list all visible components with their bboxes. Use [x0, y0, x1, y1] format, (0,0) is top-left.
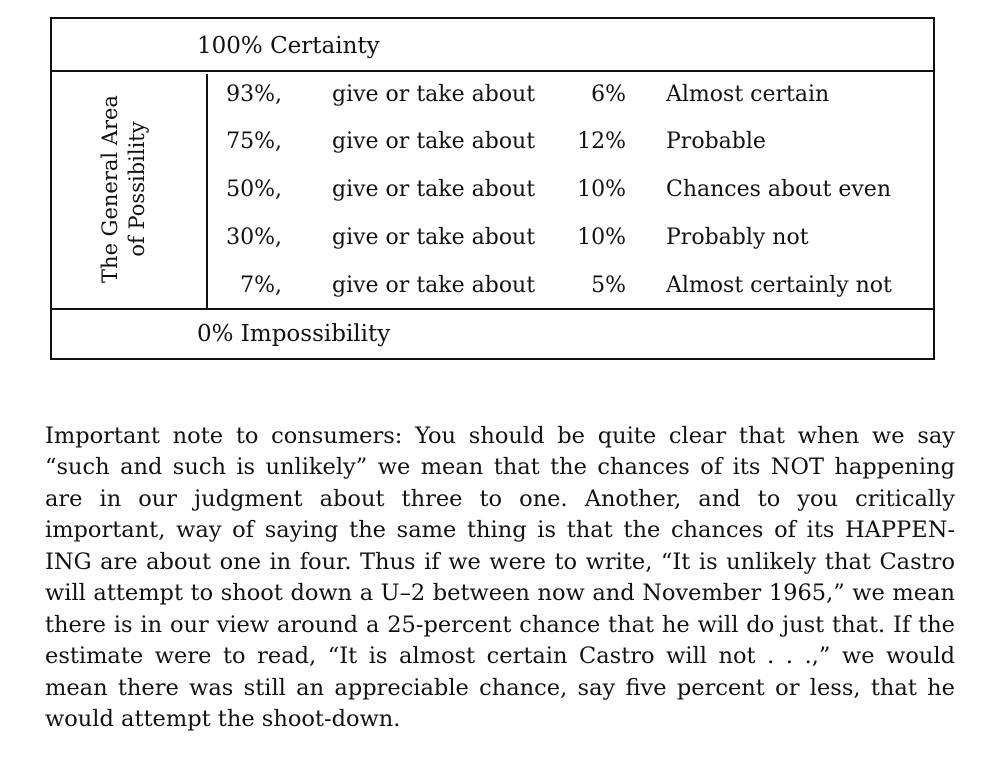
row-range: 6%: [591, 82, 626, 107]
row-percent: 30%,: [226, 225, 282, 250]
row-give-take: give or take about: [332, 177, 536, 202]
row-words: Almost certain: [666, 82, 830, 107]
row-range: 10%: [577, 177, 626, 202]
row-percent: 93%,: [226, 82, 282, 107]
possibility-label-line2: of Possibility: [125, 121, 149, 257]
table-row: [52, 129, 933, 169]
row-give-take: give or take about: [332, 129, 536, 154]
possibility-label-line1: The General Area: [98, 95, 122, 283]
row-give-take: give or take about: [332, 225, 536, 250]
row-percent: 75%,: [226, 129, 282, 154]
impossibility-label: 0% Impossibility: [197, 321, 391, 347]
row-words: Probably not: [666, 225, 809, 250]
certainty-label: 100% Certainty: [197, 33, 380, 59]
table-row: [52, 177, 933, 217]
row-give-take: give or take about: [332, 82, 536, 107]
row-words: Probable: [666, 129, 766, 154]
row-range: 10%: [577, 225, 626, 250]
bottom-rule: [50, 308, 935, 310]
top-rule: [50, 70, 935, 72]
table-row: [52, 225, 933, 265]
table-row: [52, 82, 933, 122]
consumer-note-paragraph: Important note to consumers: You should be quite clear that when we say “such and such is unlikely” we mean that the chances of its NOT happening are in our judgment about three to one. Another, and to you critically important, way of saying the same thing is that the chances of its HAPPEN-ING are about one in four. Thus if we were to write, “It is unlikely that Castro will attempt to shoot down a U–2 between now and November 1965,” we mean there is in our view around a 25-percent chance that he will do just that. If the estimate were to read, “It is almost certain Castro will not . . .,” we would mean there was still an appreciable chance, say five percent or less, that he would attempt the shoot-down.: [45, 422, 955, 732]
table-row: [52, 273, 933, 313]
row-percent: 50%,: [226, 177, 282, 202]
row-words: Chances about even: [666, 177, 891, 202]
row-range: 5%: [591, 273, 626, 298]
row-percent: 7%,: [240, 273, 282, 298]
row-words: Almost certainly not: [666, 273, 892, 298]
estimative-probability-table: [50, 17, 935, 360]
row-range: 12%: [577, 129, 626, 154]
row-give-take: give or take about: [332, 273, 536, 298]
